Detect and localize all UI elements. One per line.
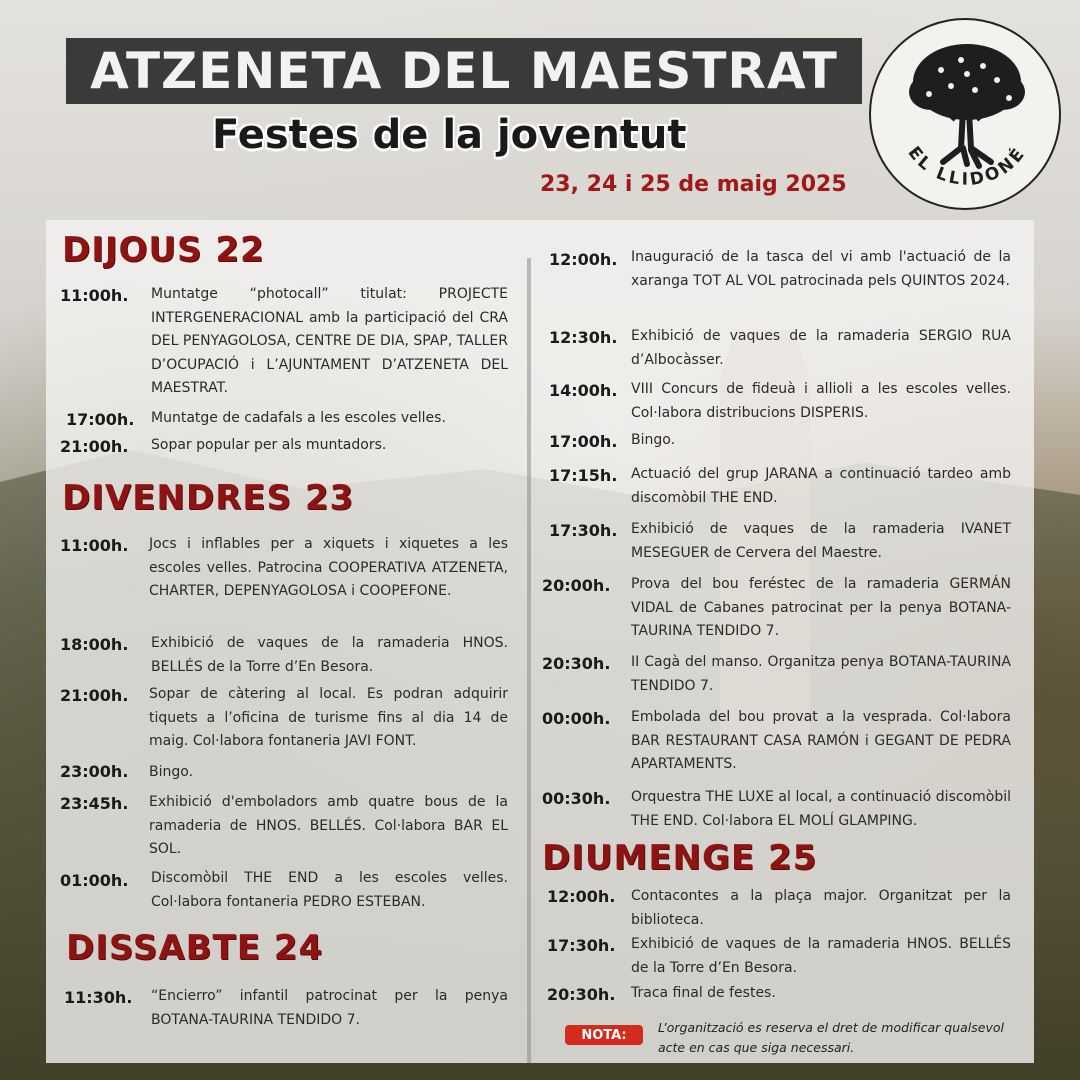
event-item <box>549 466 617 485</box>
event-item <box>549 328 617 347</box>
event-time: 20:30h. <box>542 654 611 673</box>
event-description: Bingo. <box>149 764 194 780</box>
event-item <box>64 988 132 1007</box>
event-item <box>549 381 617 400</box>
event-time: 01:00h. <box>60 871 129 890</box>
event-dates: 23, 24 i 25 de maig 2025 <box>540 172 847 197</box>
event-time: 17:00h. <box>549 432 618 451</box>
event-description: Actuació del grup JARANA a continuació tardeo amb discomòbil THE END. <box>631 466 1011 506</box>
event-item <box>542 789 610 808</box>
event-description: Muntatge de cadafals a les escoles velles. <box>151 410 446 426</box>
event-description: “Encierro” infantil patrocinat per la penya BOTANA-TAURINA TENDIDO 7. <box>151 988 508 1028</box>
event-item <box>547 936 615 955</box>
event-description: Bingo. <box>631 432 676 448</box>
event-description: Jocs i inflables per a xiquets i xiquetes a les escoles velles. Patrocina COOPERATIVA ATZENETA, CHARTER, DEPENYAGOLOSA i COOPEFONE. <box>149 536 508 599</box>
event-time: 17:00h. <box>66 410 135 429</box>
title-banner <box>66 38 862 104</box>
event-description: Sopar de càtering al local. Es podran adquirir tiquets a l’oficina de turisme fins al dia 14 de maig. Col·labora fontaneria JAVI FONT. <box>149 686 508 749</box>
event-time: 11:30h. <box>64 988 133 1007</box>
event-time: 17:15h. <box>549 466 618 485</box>
event-time: 00:30h. <box>542 789 611 808</box>
logo-text: EL LLIDONÉ <box>903 143 1031 191</box>
event-description: Exhibició de vaques de la ramaderia HNOS. BELLÉS de la Torre d’En Besora. <box>631 936 1011 976</box>
event-description: Exhibició d'emboladors amb quatre bous de la ramaderia de HNOS. BELLÉS. Col·labora BAR EL SOL. <box>149 794 508 857</box>
event-item <box>60 762 128 781</box>
event-item <box>549 250 617 269</box>
event-time: 11:00h. <box>60 536 129 555</box>
day-heading-dissabte: DISSABTE 24 <box>66 928 324 968</box>
event-description: Traca final de festes. <box>631 985 776 1001</box>
event-time: 17:30h. <box>547 936 616 955</box>
event-time: 18:00h. <box>60 635 129 654</box>
event-description: Contacontes a la plaça major. Organitzat per la biblioteca. <box>631 888 1011 928</box>
event-item <box>60 286 128 305</box>
event-item <box>60 794 128 813</box>
event-description: Embolada del bou provat a la vesprada. Col·labora BAR RESTAURANT CASA RAMÓN i GEGANT DE PEDRA APARTAMENTS. <box>631 709 1011 772</box>
event-time: 20:00h. <box>542 576 611 595</box>
event-description: Inauguració de la tasca del vi amb l'actuació de la xaranga TOT AL VOL patrocinada pels QUINTOS 2024. <box>631 249 1011 289</box>
event-time: 23:45h. <box>60 794 129 813</box>
event-item <box>542 654 610 673</box>
day-heading-diumenge: DIUMENGE 25 <box>542 838 818 878</box>
column-divider <box>527 258 531 1063</box>
event-item <box>542 709 610 728</box>
event-time: 00:00h. <box>542 709 611 728</box>
nota-text: L’organització es reserva el dret de modificar qualsevol acte en cas que siga necessari. <box>658 1020 1004 1055</box>
event-description: Prova del bou feréstec de la ramaderia GERMÁN VIDAL de Cabanes patrocinat per la penya BOTANA-TAURINA TENDIDO 7. <box>631 576 1011 639</box>
event-item <box>547 985 615 1004</box>
event-item <box>60 635 128 654</box>
event-time: 21:00h. <box>60 437 129 456</box>
event-description: Muntatge “photocall” titulat: PROJECTE INTERGENERACIONAL amb la participació del CRA DEL PENYAGOLOSA, CENTRE DE DIA, SPAP, TALLER D’OCUPACIÓ i L’AJUNTAMENT D’ATZENETA DEL MAESTRAT. <box>151 286 508 396</box>
page-title: ATZENETA DEL MAESTRAT <box>90 42 838 100</box>
event-time: 14:00h. <box>549 381 618 400</box>
event-item <box>60 437 128 456</box>
event-time: 12:00h. <box>549 250 618 269</box>
event-description: II Cagà del manso. Organitza penya BOTANA-TAURINA TENDIDO 7. <box>631 654 1011 694</box>
event-item <box>549 521 617 540</box>
day-heading-dijous: DIJOUS 22 <box>62 230 265 270</box>
event-description: VIII Concurs de fideuà i allioli a les escoles velles. Col·labora distribucions DISPERIS. <box>631 381 1011 421</box>
event-description: Exhibició de vaques de la ramaderia SERGIO RUA d’Albocàsser. <box>631 328 1011 368</box>
page-subtitle: Festes de la joventut <box>212 112 687 158</box>
event-time: 12:00h. <box>547 887 616 906</box>
event-time: 12:30h. <box>549 328 618 347</box>
event-item <box>60 536 128 555</box>
event-item <box>542 576 610 595</box>
event-description: Orquestra THE LUXE al local, a continuació discomòbil THE END. Col·labora EL MOLÍ GLAMPING. <box>631 789 1011 829</box>
event-time: 11:00h. <box>60 286 129 305</box>
event-time: 21:00h. <box>60 686 129 705</box>
tree-icon <box>871 20 1063 212</box>
event-time: 23:00h. <box>60 762 129 781</box>
event-time: 17:30h. <box>549 521 618 540</box>
event-description: Exhibició de vaques de la ramaderia HNOS. BELLÉS de la Torre d’En Besora. <box>151 635 508 675</box>
el-llidone-logo <box>869 18 1061 210</box>
event-time: 20:30h. <box>547 985 616 1004</box>
day-heading-divendres: DIVENDRES 23 <box>62 478 355 518</box>
event-item <box>66 410 134 429</box>
event-item <box>547 887 615 906</box>
event-description: Exhibició de vaques de la ramaderia IVANET MESEGUER de Cervera del Maestre. <box>631 521 1011 561</box>
nota-badge: NOTA: <box>565 1025 643 1045</box>
event-item <box>549 432 617 451</box>
event-description: Sopar popular per als muntadors. <box>151 437 387 453</box>
event-description: Discomòbil THE END a les escoles velles. Col·labora fontaneria PEDRO ESTEBAN. <box>151 870 508 910</box>
event-item <box>60 686 128 705</box>
schedule-panel <box>46 220 1034 1063</box>
event-item <box>60 871 128 890</box>
